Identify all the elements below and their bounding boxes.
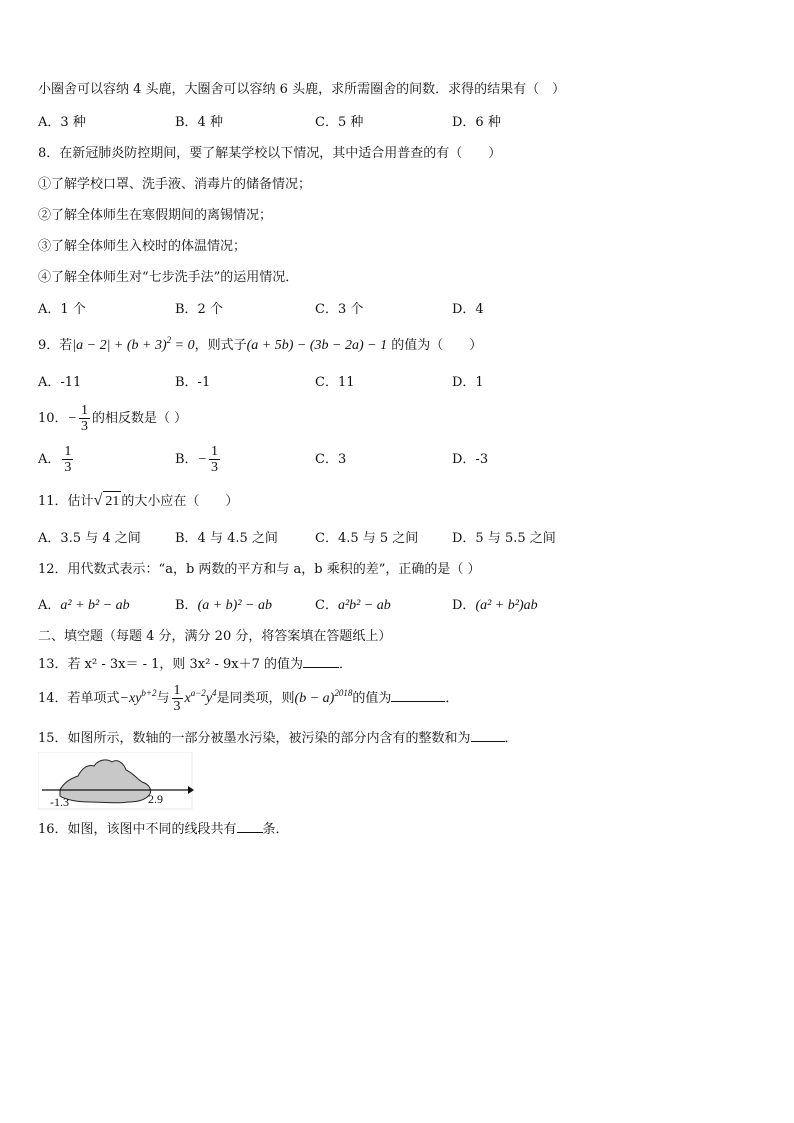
q14-term-2-y: y [205,691,213,706]
q14-answer-blank[interactable] [391,688,445,702]
q14-fraction-numerator: 1 [173,683,181,698]
q11-option-d[interactable]: D．5 与 5.5 之间 [452,531,556,546]
q13-body: 13．若 x² - 3x＝ - 1，则 3x² - 9x＋7 的值为 [38,657,304,672]
q10-fraction [79,403,90,434]
q10-option-d[interactable]: D．-3 [452,452,489,467]
q8-item-3: ③了解全体师生入校时的体温情况； [38,239,247,254]
q13-text [38,654,352,675]
q9-option-a[interactable]: A．-11 [38,375,82,390]
q11-prefix: 11．估计 [38,494,94,509]
q11-suffix: 的大小应在（ ） [121,494,239,509]
q14-exponent-2: a−2 [190,688,206,698]
q9-mid: ，则式子 [194,338,247,353]
q10-fraction-denominator: 3 [81,419,88,434]
q7-option-b[interactable]: B．4 种 [175,115,223,130]
q10-option-b[interactable] [175,443,222,477]
q9-option-d[interactable]: D．1 [452,375,484,390]
q10-option-b-denominator: 3 [211,460,219,475]
q12-option-b-label: B． [175,598,198,613]
square-root-icon: √ [93,492,103,509]
q8-option-a[interactable]: A．1 个 [38,302,86,317]
q8-item-2: ②了解全体师生在寒假期间的离锡情况； [38,208,273,223]
q12-option-a[interactable] [38,596,130,616]
q10-option-a-label: A． [38,452,61,467]
number-line-figure [38,752,196,810]
q7-option-a[interactable]: A．3 种 [38,115,86,130]
q14-exponent-3: 4 [212,688,217,698]
q9-expression-1: |a − 2| + (b + 3) [72,338,167,353]
q11-radicand: 21 [103,491,121,512]
q8-option-d[interactable]: D．4 [452,302,484,317]
q10-fraction-numerator: 1 [81,403,88,418]
q12-option-c-expression: a²b² − ab [337,598,391,613]
q9-prefix: 9．若 [38,338,73,353]
q7-option-c[interactable]: C．5 种 [315,115,364,130]
q13-answer-blank[interactable] [303,654,339,668]
q10-sign: − [67,411,77,426]
q12-option-a-expression: a² + b² − ab [60,598,130,613]
q11-option-b[interactable]: B．4 与 4.5 之间 [175,531,278,546]
q9-expression-2: (a + 5b) − (3b − 2a) − 1 [246,338,388,353]
q8-option-c[interactable]: C．3 个 [315,302,364,317]
q14-expression: (b − a) [294,691,335,706]
q12-option-c-label: C． [315,598,338,613]
q10-number: 10． [38,411,68,426]
q14-end: ． [445,691,459,706]
q16-text [38,819,289,840]
q11-option-c[interactable]: C．4.5 与 5 之间 [315,531,419,546]
number-line-label-left: -1.3 [50,795,69,809]
q7-text: 小圈舍可以容纳 4 头鹿，大圈舍可以容纳 6 头鹿，求所需圈舍的间数．求得的结果有（ ） [38,82,566,97]
q16-answer-blank[interactable] [237,819,263,833]
q14-fraction [172,683,183,714]
q8-item-1: ①了解学校口罩、洗手液、消毒片的储备情况； [38,177,312,192]
q9-suffix: 的值为（ ） [387,338,483,353]
q15-body: 15．如图所示，数轴的一部分被墨水污染，被污染的部分内含有的整数和为 [38,731,471,746]
section-heading-fill-in: 二、填空题（每题 4 分，满分 20 分，将答案填在答题纸上） [38,629,392,644]
q10-option-a-denominator: 3 [64,460,72,475]
q10-option-c[interactable]: C．3 [315,452,347,467]
q12-option-c[interactable] [315,596,391,616]
q9-equals-zero: = 0 [171,338,195,353]
q14-exponent-1: b+2 [141,688,157,698]
q10-option-b-numerator: 1 [211,444,219,459]
q14-exponent-4: 2018 [334,688,353,698]
q13-end: ． [339,657,353,672]
q10-option-b-sign: − [197,452,208,467]
q12-text: 12．用代数式表示：“a，b 两数的平方和与 a，b 乘积的差”，正确的是（ ） [38,562,481,577]
q8-text: 8．在新冠肺炎防控期间，要了解某学校以下情况，其中适合用普查的有（ ） [38,146,502,161]
q11-text [38,491,238,512]
q15-text [38,728,518,749]
q14-text [38,682,458,716]
q8-item-4: ④了解全体师生对“七步洗手法”的运用情况． [38,270,299,285]
q10-option-b-fraction [209,444,220,475]
q10-suffix: 的相反数是（ ） [92,411,188,426]
q14-with: 与 [156,691,170,706]
q14-prefix: 14．若单项式 [38,691,120,706]
q14-suffix: 的值为 [352,691,392,706]
ink-stain [60,760,151,803]
q16-end: 条． [262,822,289,837]
q16-body: 16．如图，该图中不同的线段共有 [38,822,237,837]
arrow-right-icon [188,786,194,794]
q14-mid: 是同类项，则 [216,691,295,706]
q12-option-b[interactable] [175,596,272,616]
q15-end: ． [504,731,518,746]
q7-option-d[interactable]: D．6 种 [452,115,501,130]
number-line-label-right: 2.9 [148,792,163,806]
q9-exponent: 2 [166,335,172,345]
q10-option-b-label: B． [175,452,198,467]
q9-text [38,336,482,356]
q10-option-a[interactable] [38,443,75,477]
q15-answer-blank[interactable] [471,728,505,742]
q14-term-1: −xy [119,691,142,706]
q12-option-d-label: D． [452,598,476,613]
q10-option-a-fraction [62,444,73,475]
q12-option-b-expression: (a + b)² − ab [197,598,272,613]
q10-option-a-numerator: 1 [64,444,72,459]
q11-option-a[interactable]: A．3.5 与 4 之间 [38,531,141,546]
q9-option-c[interactable]: C．11 [315,375,355,390]
q12-option-d[interactable] [452,596,538,616]
q14-term-2-x: x [184,691,191,706]
q8-option-b[interactable]: B．2 个 [175,302,223,317]
q10-text [38,402,187,436]
q14-fraction-denominator: 3 [173,699,181,714]
q9-option-b[interactable]: B．-1 [175,375,211,390]
q12-option-d-expression: (a² + b²)ab [475,598,538,613]
q12-option-a-label: A． [38,598,61,613]
